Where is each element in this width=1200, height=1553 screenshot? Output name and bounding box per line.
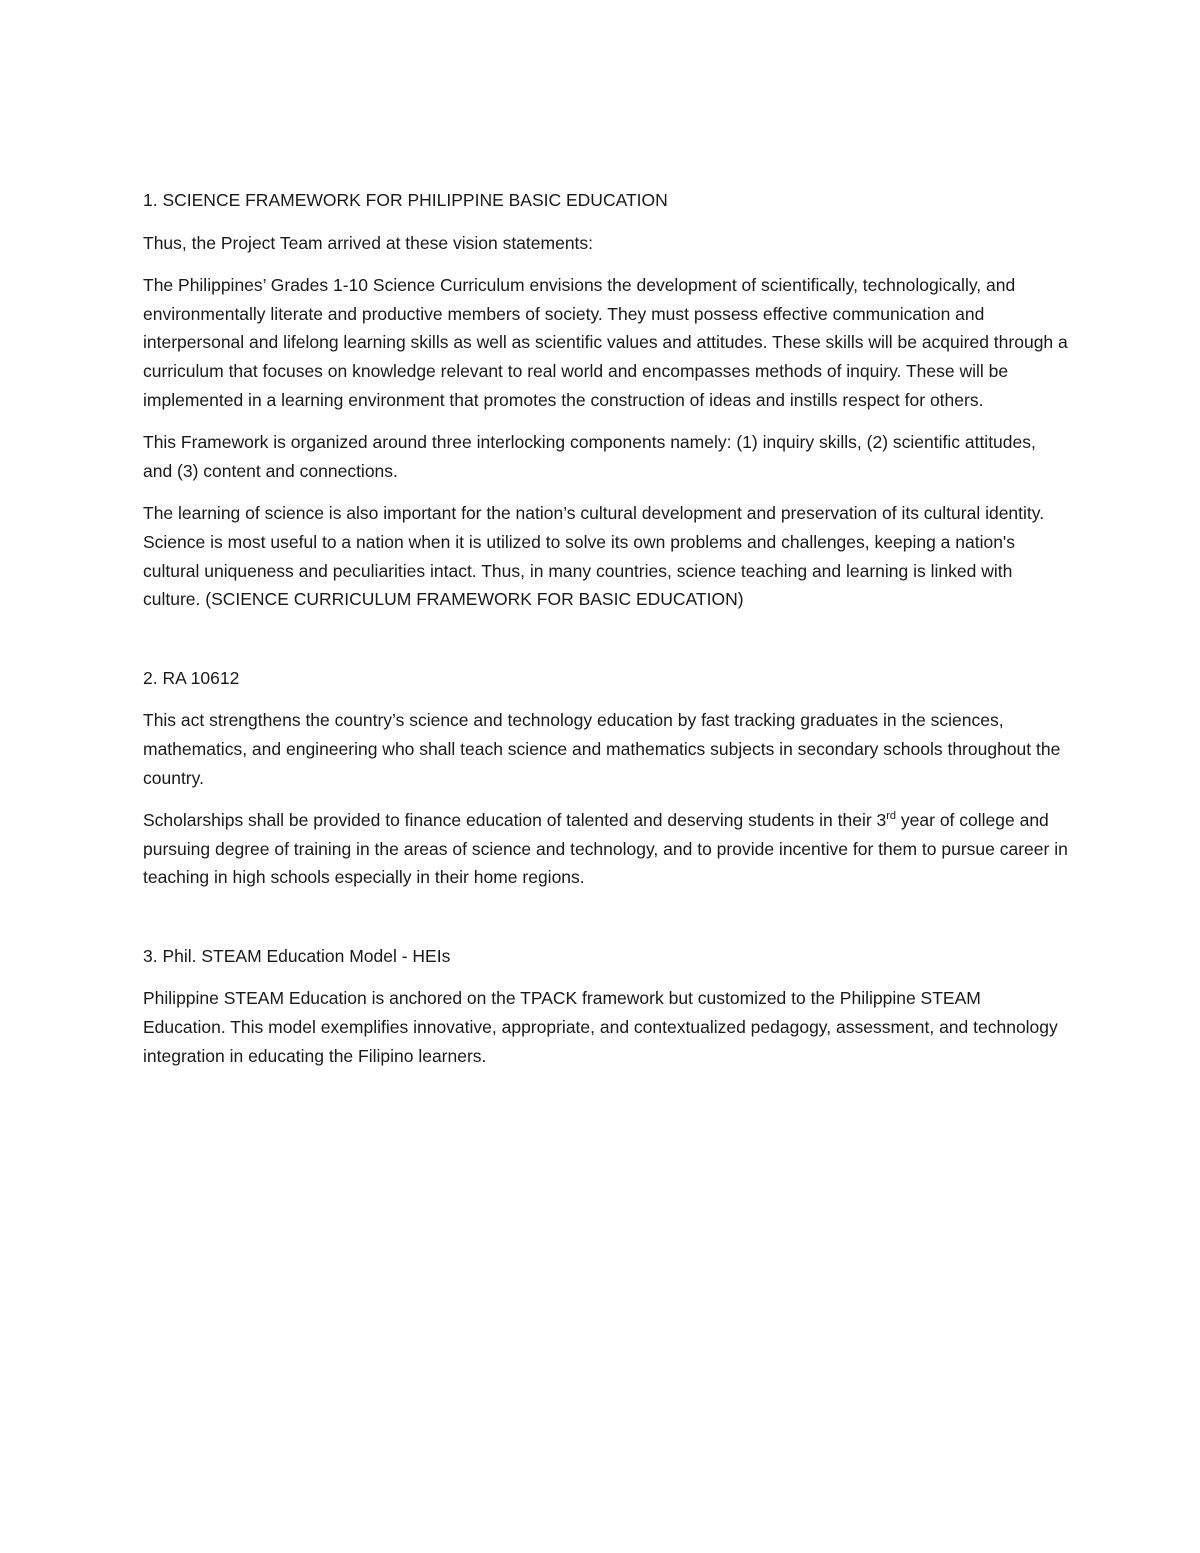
scholarship-paragraph [143, 806, 1068, 892]
section-ra-10612 [143, 664, 1068, 892]
paragraph: The learning of science is also important for the nation’s cultural development and preservation of its cultural identity. Science is most useful to a nation when it is utilized to solve its own problems and challenges, keeping a nation's cultural uniqueness and peculiarities intact. Thus, in many countries, science teaching and learning is linked with culture. (SCIENCE CURRICULUM FRAMEWORK FOR BASIC EDUCATION) [143, 503, 1045, 610]
section-heading: 1. SCIENCE FRAMEWORK FOR PHILIPPINE BASIC EDUCATION [143, 190, 668, 210]
paragraph: This act strengthens the country’s science and technology education by fast tracking graduates in the sciences, mathematics, and engineering who shall teach science and mathematics subjects in secondary schools throughout the country. [143, 710, 1061, 788]
section-spacer [143, 906, 1068, 942]
section-science-framework [143, 186, 1068, 614]
section-heading: 3. Phil. STEAM Education Model - HEIs [143, 945, 451, 966]
ordinal-superscript: rd [886, 810, 897, 823]
paragraph: Philippine STEAM Education is anchored on the TPACK framework but customized to the Philippine STEAM Education. This model exemplifies innovative, appropriate, and contextualized pedagogy, assessment, and technology integration in educating the Filipino learners. [143, 988, 1058, 1066]
paragraph: The Philippines’ Grades 1-10 Science Curriculum envisions the development of scientifically, technologically, and environmentally literate and productive members of society. They must possess effective communication and interpersonal and lifelong learning skills as well as scientific values and attitudes. These skills will be acquired through a curriculum that focuses on knowledge relevant to real world and encompasses methods of inquiry. These will be implemented in a learning environment that promotes the construction of ideas and instills respect for others. [143, 275, 1068, 410]
document-body [143, 186, 1068, 1084]
paragraph: Thus, the Project Team arrived at these vision statements: [143, 232, 594, 253]
section-spacer [143, 628, 1068, 664]
section-heading: 2. RA 10612 [143, 667, 240, 688]
scholarship-text-end: year of college and pursuing degree of training in the areas of science and technology, and to provide incentive for them to pursue career in teaching in high schools especially in their home regions. [143, 810, 1068, 888]
section-steam-model [143, 942, 1068, 1070]
paragraph: This Framework is organized around three interlocking components namely: (1) inquiry skills, (2) scientific attitudes, and (3) content and connections. [143, 432, 1036, 481]
scholarship-text-start: Scholarships shall be provided to finance education of talented and deserving students in their 3 [143, 810, 887, 831]
